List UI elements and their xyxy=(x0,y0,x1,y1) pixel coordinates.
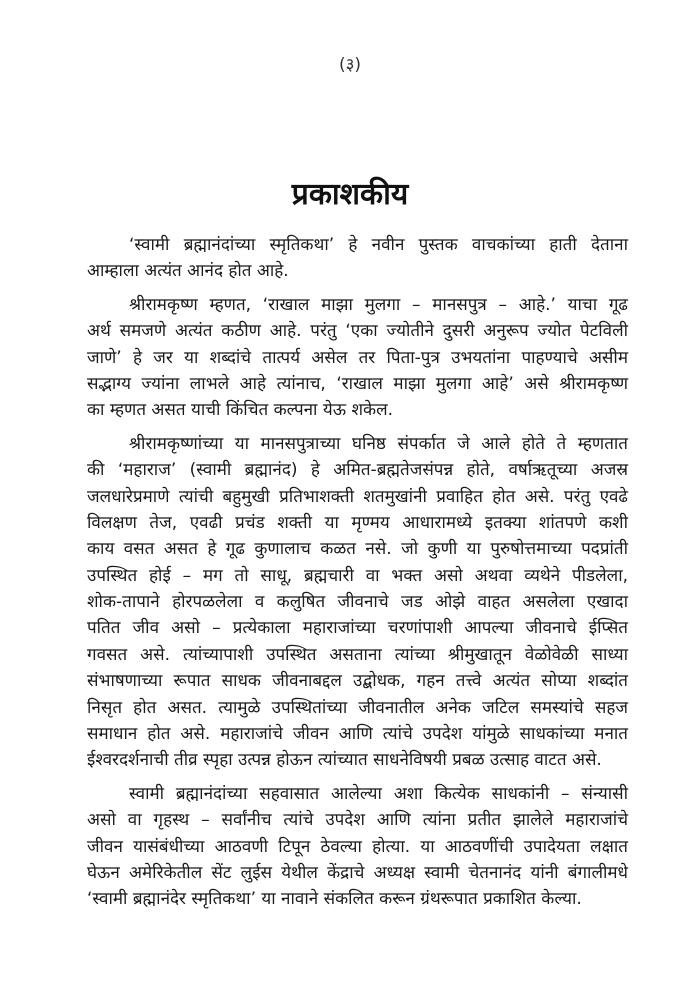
text-line: सद्भाग्य ज्यांना लाभले आहे त्यांनाच, ‘राखाल माझा मुलगा आहे’ असे श्रीरामकृष्ण xyxy=(87,373,628,394)
text-line: घेऊन अमेरिकेतील सेंट लुईस येथील केंद्राचे अध्यक्ष स्वामी चेतनानंद यांनी बंगालीमधे xyxy=(87,862,628,883)
text-line: आम्हाला अत्यंत आनंद होत आहे. xyxy=(87,261,289,282)
text-line: ईश्वरदर्शनाची तीव्र स्पृहा उत्पन्न होऊन त्यांच्यात साधनेविषयी प्रबळ उत्साह वाटत असे. xyxy=(87,750,602,771)
text-line: का म्हणत असत याची किंचित कल्पना येऊ शकेल. xyxy=(87,400,393,421)
text-line: जाणे’ हे जर या शब्दांचे तात्पर्य असेल तर पिता-पुत्र उभयतांना पाहण्याचे असीम xyxy=(87,347,628,368)
text-line: जीवन यासंबंधीच्या आठवणी टिपून ठेवल्या होत्या. या आठवणींची उपादेयता लक्षात xyxy=(87,836,628,857)
paragraph xyxy=(87,292,628,424)
text-line: जलधारेप्रमाणे त्यांची बहुमुखी प्रतिभाशक्ती शतमुखांनी प्रवाहित होत असे. परंतु एवढे xyxy=(87,486,628,507)
text-line: काय वसत असत हे गूढ कुणालाच कळत नसे. जो कुणी या पुरुषोत्तमाच्या पदप्रांती xyxy=(87,539,628,560)
text-line: पतित जीव असो – प्रत्येकाला महाराजांच्या चरणांपाशी आपल्या जीवनाचे ईप्सित xyxy=(87,618,628,639)
body-text xyxy=(87,232,628,920)
text-line: ‘स्वामी ब्रह्मानंदेर स्मृतिकथा’ या नावाने संकलित करून ग्रंथरूपात प्रकाशित केल्या. xyxy=(87,889,582,910)
paragraph xyxy=(87,232,628,285)
text-line: असो वा गृहस्थ – सर्वांनीच त्यांचे उपदेश आणि त्यांना प्रतीत झालेले महाराजांचे xyxy=(87,810,628,831)
page-title: प्रकाशकीय xyxy=(291,177,409,212)
text-line: श्रीरामकृष्ण म्हणत, ‘राखाल माझा मुलगा – मानसपुत्र – आहे.’ याचा गूढ xyxy=(129,294,628,315)
text-line: समाधान होत असे. महाराजांचे जीवन आणि त्यांचे उपदेश यांमुळे साधकांच्या मनात xyxy=(87,724,628,745)
text-line: विलक्षण तेज, एवढी प्रचंड शक्ती या मृण्मय आधारामध्ये इतक्या शांतपणे कशी xyxy=(87,512,628,533)
text-line: स्वामी ब्रह्मानंदांच्या सहवासात आलेल्या अशा कित्येक साधकांनी – संन्यासी xyxy=(129,783,628,804)
text-line: संभाषणाच्या रूपात साधक जीवनाबद्दल उद्बोधक, गहन तत्त्वे अत्यंत सोप्या शब्दांत xyxy=(87,671,628,692)
paragraph xyxy=(87,431,628,774)
text-line: श्रीरामकृष्णांच्या या मानसपुत्राच्या घनिष्ठ संपर्कात जे आले होते ते म्हणतात xyxy=(129,433,628,454)
page-number: (३) xyxy=(338,55,362,75)
text-line: अर्थ समजणे अत्यंत कठीण आहे. परंतु ‘एका ज्योतीने दुसरी अनुरूप ज्योत पेटविली xyxy=(87,321,628,342)
paragraph xyxy=(87,781,628,913)
text-line: उपस्थित होई – मग तो साधू, ब्रह्मचारी वा भक्त असो अथवा व्यथेने पीडलेला, xyxy=(87,565,628,586)
text-line: गवसत असे. त्यांच्यापाशी उपस्थित असताना त्यांच्या श्रीमुखातून वेळोवेळी साध्या xyxy=(87,644,628,665)
text-line: निसृत होत असत. त्यामुळे उपस्थितांच्या जीवनातील अनेक जटिल समस्यांचे सहज xyxy=(87,697,628,718)
text-line: ‘स्वामी ब्रह्मानंदांच्या स्मृतिकथा’ हे नवीन पुस्तक वाचकांच्या हाती देताना xyxy=(129,235,628,255)
text-line: की ‘महाराज’ (स्वामी ब्रह्मानंद) हे अमित-ब्रह्मतेजसंपन्न होते, वर्षाऋतूच्या अजस्र xyxy=(87,460,628,481)
text-line: शोक-तापाने होरपळलेला व कलुषित जीवनाचे जड ओझे वाहत असलेला एखादा xyxy=(87,592,628,613)
